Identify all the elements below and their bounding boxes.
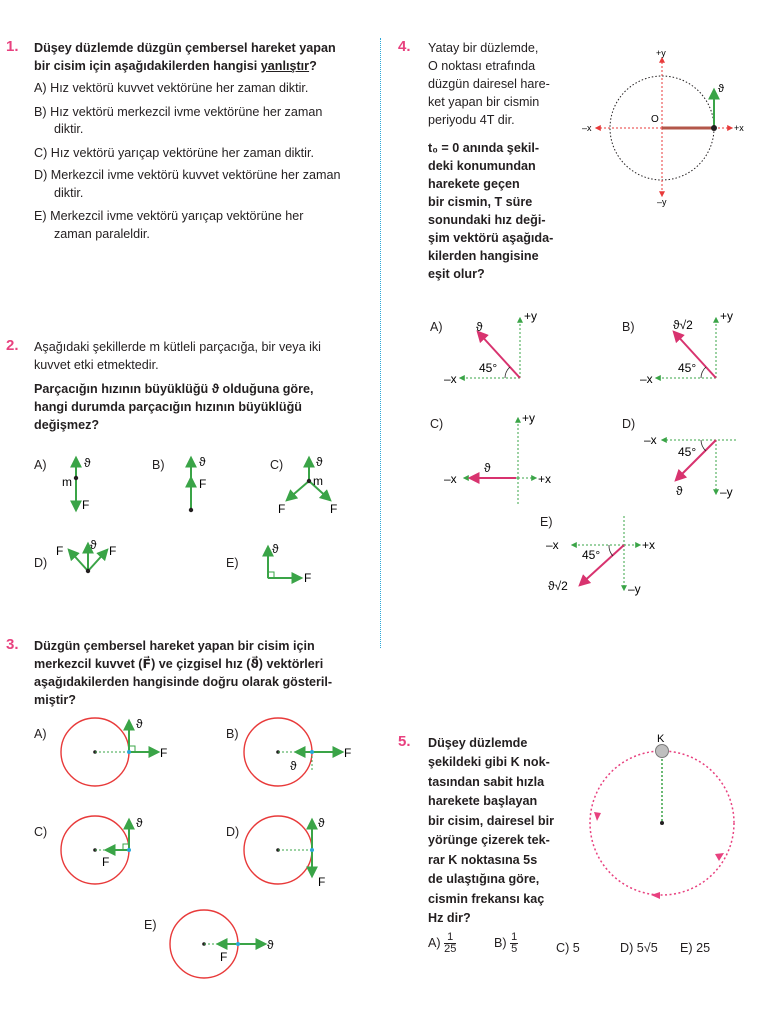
q2e-v-label: ϑ — [272, 542, 279, 556]
q2c-v-label: ϑ — [316, 455, 323, 469]
q4d-v: ϑ — [676, 484, 683, 498]
q2c-m-label: m — [313, 474, 323, 488]
q4-axis-ny: –y — [657, 197, 667, 207]
q4e-nx: –x — [546, 538, 559, 552]
q2c-f2-label: F — [330, 502, 338, 516]
q2-fig-b — [189, 455, 207, 512]
q2a-m-label: m — [62, 475, 72, 489]
q3d-f-label: F — [318, 875, 326, 889]
q1-option-b[interactable]: B) Hız vektörü merkezcil ivme vektörüne her zaman — [34, 105, 323, 119]
q4-bold-3: harekete geçen — [428, 177, 520, 191]
q4-bold-5: sonundaki hız deği- — [428, 213, 546, 227]
q4-main-figure — [582, 48, 744, 207]
q5-option-e[interactable]: E) 25 — [680, 941, 711, 955]
q2b-f-label: F — [199, 477, 207, 491]
q3d-v-label: ϑ — [318, 816, 325, 830]
q2a-f-label: F — [82, 498, 90, 512]
q4b-angle: 45° — [678, 361, 697, 375]
q4d-nx: –x — [644, 433, 657, 447]
q3-number: 3. — [6, 636, 19, 653]
q2d-f2-label: F — [109, 544, 117, 558]
q4a-py: +y — [524, 309, 538, 323]
q4-axis-nx: –x — [582, 123, 592, 133]
q4b-v: ϑ√2 — [673, 318, 693, 332]
q4d-angle: 45° — [678, 445, 697, 459]
q5-stem-10: Hz dir? — [428, 911, 471, 925]
q3-option-b[interactable]: B) — [226, 727, 239, 741]
q4-stem-3: düzgün dairesel hare- — [428, 77, 550, 91]
q5-k-label: K — [657, 733, 665, 745]
q5-option-b[interactable]: B) $\frac{1}{5}$ — [494, 931, 518, 955]
q4e-angle: 45° — [582, 548, 601, 562]
q5-stem-8: de ulaştığına göre, — [428, 872, 540, 886]
q5-figure — [590, 733, 734, 899]
q3a-v-label: ϑ — [136, 717, 143, 731]
q4d-ny: –y — [720, 485, 733, 499]
q2-stem-1: Aşağıdaki şekillerde m kütleli parçacığa, bir veya iki — [34, 340, 321, 354]
q2a-v-label: ϑ — [84, 456, 91, 470]
q1-option-c[interactable]: C) Hız vektörü yarıçap vektörüne her zaman diktir. — [34, 146, 314, 160]
q4-stem-2: O noktası etrafında — [428, 59, 536, 73]
q4e-px: +x — [642, 538, 656, 552]
q3a-f-label: F — [160, 746, 168, 760]
q3-fig-d — [244, 816, 325, 889]
q4c-py: +y — [522, 411, 536, 425]
q2-bold-1: Parçacığın hızının büyüklüğü ϑ olduğuna göre, — [34, 382, 314, 396]
q4-stem-1: Yatay bir düzlemde, — [428, 41, 539, 55]
q4c-nx: –x — [444, 472, 457, 486]
q3-option-e[interactable]: E) — [144, 918, 157, 932]
q4e-ny: –y — [628, 582, 641, 596]
q1-option-d-cont: diktir. — [54, 186, 84, 200]
q4-number: 4. — [398, 38, 411, 55]
q3-option-a[interactable]: A) — [34, 727, 47, 741]
q5-option-c[interactable]: C) 5 — [556, 941, 580, 955]
q3c-f-label: F — [102, 855, 110, 869]
q2-option-d[interactable]: D) — [34, 556, 48, 570]
q4-fig-b — [640, 309, 733, 386]
q4-fig-a — [444, 309, 537, 386]
q2-fig-d — [56, 538, 116, 573]
q1-option-a[interactable]: A) Hız vektörü kuvvet vektörüne her zaman diktir. — [34, 81, 309, 95]
q4-bold-7: kilerden hangisine — [428, 249, 539, 263]
q5-stem-6: yörünge çizerek tek- — [428, 833, 550, 847]
q3-stem-3: aşağıdakilerden hangisinde doğru olarak gösteril- — [34, 675, 333, 689]
q5-stem-2: şekildeki gibi K nok- — [428, 755, 550, 769]
q4b-py: +y — [720, 309, 734, 323]
q4a-angle: 45° — [479, 361, 498, 375]
q1-stem-2: bir cisim için aşağıdakilerden hangisi yanlıştır? — [34, 59, 317, 73]
q4-bold-4: bir cismin, T süre — [428, 195, 533, 209]
q3-option-d[interactable]: D) — [226, 825, 240, 839]
q3e-f-label: F — [220, 950, 228, 964]
q2-fig-a — [62, 456, 91, 512]
q4-axis-px: +x — [734, 123, 744, 133]
q4-fig-c — [444, 411, 551, 506]
q4-fig-e — [546, 516, 655, 596]
q4-v-label: ϑ — [718, 83, 725, 95]
q5-stem-9: cismin frekansı kaç — [428, 892, 545, 906]
q4c-v: ϑ — [484, 461, 491, 475]
q4-stem-5: periyodu 4T dir. — [428, 113, 515, 127]
q3-fig-e — [170, 910, 274, 978]
q5-stem-4: harekete başlayan — [428, 794, 538, 808]
q4-origin: O — [651, 114, 659, 125]
q4a-v: ϑ — [476, 320, 483, 334]
q3e-v-label: ϑ — [267, 938, 274, 952]
q2-bold-2: hangi durumda parçacığın hızının büyüklüğü — [34, 400, 302, 414]
q5-option-a[interactable]: A) $\frac{1}{25}$ — [428, 931, 457, 955]
q4b-nx: –x — [640, 372, 653, 386]
q4-option-a[interactable]: A) — [430, 320, 443, 334]
q2e-f-label: F — [304, 571, 312, 585]
q5-stem-1: Düşey düzlemde — [428, 736, 528, 750]
q4-bold-8: eşit olur? — [428, 267, 485, 281]
q3b-f-label: F — [344, 746, 352, 760]
q3-stem-2: merkezcil kuvvet (F⃗) ve çizgisel hız (ϑ⃗) vektörleri — [34, 657, 324, 671]
q2-number: 2. — [6, 337, 19, 354]
q4-bold-2: deki konumundan — [428, 159, 536, 173]
q4-option-e[interactable]: E) — [540, 515, 553, 529]
q4-option-c[interactable]: C) — [430, 417, 444, 431]
q4-fig-d — [644, 433, 736, 499]
q2-option-b[interactable]: B) — [152, 458, 165, 472]
q2-fig-e — [268, 542, 311, 585]
q4-bold-6: şim vektörü aşağıda- — [428, 231, 554, 245]
q4-stem-4: ket yapan bir cismin — [428, 95, 540, 109]
q2-option-e[interactable]: E) — [226, 556, 239, 570]
q4a-nx: –x — [444, 372, 457, 386]
q2b-v-label: ϑ — [199, 455, 206, 469]
q1-option-b-cont: diktir. — [54, 122, 84, 136]
q2-option-c[interactable]: C) — [270, 458, 284, 472]
q3-fig-b — [244, 718, 351, 786]
q5-stem-5: bir cisim, dairesel bir — [428, 814, 554, 828]
q2c-f1-label: F — [278, 502, 286, 516]
q2-bold-3: değişmez? — [34, 418, 100, 432]
q3-fig-c — [61, 816, 143, 884]
q3-fig-a — [61, 717, 167, 786]
q1-option-d[interactable]: D) Merkezcil ivme vektörü kuvvet vektörüne her zaman — [34, 168, 341, 182]
q5-stem-7: rar K noktasına 5s — [428, 853, 538, 867]
q3b-v-label: ϑ — [290, 759, 297, 773]
q2d-v-label: ϑ — [90, 538, 97, 552]
q5-option-d[interactable]: D) 5√5 — [620, 941, 658, 955]
q2-fig-c — [278, 455, 337, 516]
q2-stem-2: kuvvet etki etmektedir. — [34, 358, 159, 372]
q5-stem-3: tasından sabit hızla — [428, 775, 545, 789]
q1-option-e[interactable]: E) Merkezcil ivme vektörü yarıçap vektörüne her — [34, 209, 304, 223]
q3-option-c[interactable]: C) — [34, 825, 48, 839]
q4-axis-py: +y — [656, 48, 666, 58]
q1-option-e-cont: zaman paraleldir. — [54, 227, 150, 241]
q4-option-d[interactable]: D) — [622, 417, 636, 431]
q4c-px: +x — [538, 472, 552, 486]
q4-bold-1: t₀ = 0 anında şekil- — [428, 141, 540, 155]
q5-number: 5. — [398, 733, 411, 750]
q3-stem-1: Düzgün çembersel hareket yapan bir cisim için — [34, 639, 315, 653]
q2-option-a[interactable]: A) — [34, 458, 47, 472]
q4-option-b[interactable]: B) — [622, 320, 635, 334]
q3-stem-4: miştir? — [34, 693, 76, 707]
q3c-v-label: ϑ — [136, 816, 143, 830]
q1-stem-1: Düşey düzlemde düzgün çembersel hareket yapan — [34, 41, 336, 55]
q1-number: 1. — [6, 38, 19, 55]
q4e-v: ϑ√2 — [548, 579, 568, 593]
q2d-f1-label: F — [56, 544, 64, 558]
